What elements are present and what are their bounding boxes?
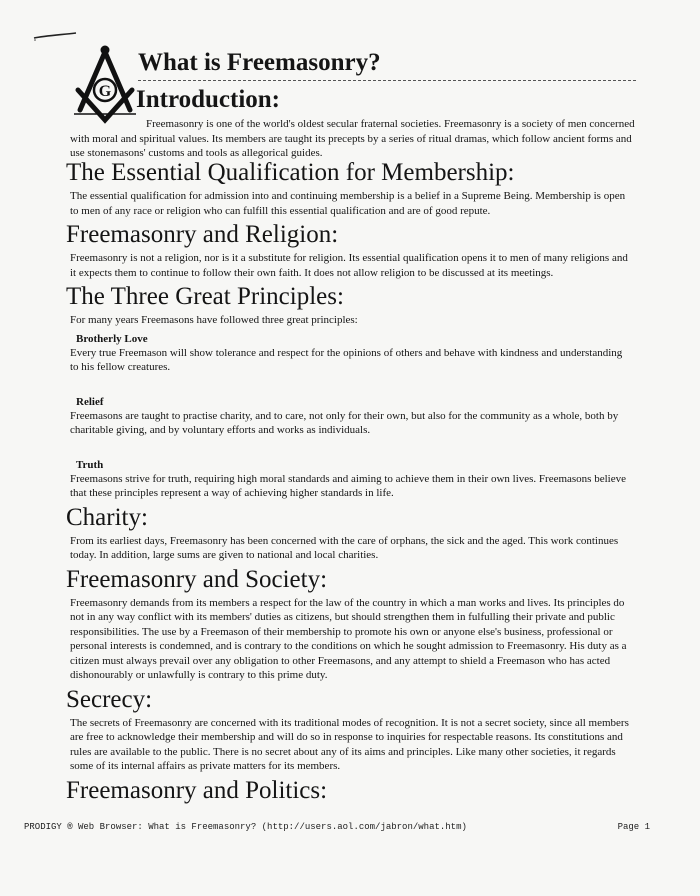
spacer — [66, 440, 632, 454]
spacer — [66, 377, 632, 391]
page-number: Page 1 — [617, 822, 650, 832]
footer-source: PRODIGY ® Web Browser: What is Freemasonry? (http://users.aol.com/jabron/what.htm) — [24, 822, 467, 832]
title-block — [138, 48, 636, 81]
square-and-compasses-icon — [70, 44, 140, 126]
svg-text:G: G — [98, 83, 112, 100]
qualification-heading: The Essential Qualification for Membership: — [66, 159, 515, 186]
qualification-text: The essential qualification for admission into and continuing membership is a belief in a Supreme Being. Membership is open to men of any race or religion who can fulfill this essential qualification and are of good repute. — [70, 190, 626, 217]
secrecy-heading: Secrecy: — [66, 685, 153, 713]
society-heading: Freemasonry and Society: — [66, 565, 328, 593]
charity-text: From its earliest days, Freemasonry has been concerned with the care of orphans, the sick and the aged. This work continues today. In addition, large sums are given to national and local charities. — [70, 534, 619, 561]
document-body — [66, 158, 632, 807]
title-divider — [138, 80, 636, 81]
charity-heading: Charity: — [66, 503, 148, 531]
principles-intro: For many years Freemasons have followed three great principles: — [70, 314, 358, 326]
introduction-text: Freemasonry is one of the world's oldest secular fraternal societies. Freemasonry is a society of men concerned with moral and spiritual values. Its members are taught its precepts by a series of ritual dramas, which follow ancient forms and use stonemasons' customs and tools as allegorical guides. — [70, 118, 635, 159]
principle-title-relief: Relief — [76, 395, 104, 408]
religion-text: Freemasonry is not a religion, nor is it a substitute for religion. Its essential qualification opens it to men of many religions and it expects them to continue to follow their own faith. It does not allow religion to be discussed at its meetings. — [70, 252, 628, 279]
principle-title-brotherly-love: Brotherly Love — [76, 332, 148, 345]
secrecy-text: The secrets of Freemasonry are concerned with its traditional modes of recognition. It is not a secret society, since all members are free to acknowledge their membership and will do so in response to inquiries for respectable reasons. Its constitutions and rules are available to the public. There is no secret about any of its aims and principles. Like many other societies, it regards some of its internal affairs as private matters for its members. — [70, 716, 629, 772]
introduction-heading: Introduction: — [136, 86, 281, 113]
politics-heading: Freemasonry and Politics: — [66, 776, 328, 804]
religion-heading: Freemasonry and Religion: — [66, 221, 339, 248]
principles-heading: The Three Great Principles: — [66, 283, 344, 310]
principle-text-brotherly-love: Every true Freemason will show tolerance and respect for the opinions of others and behave with kindness and understanding to his fellow creatures. — [70, 346, 623, 373]
pen-mark — [32, 32, 77, 42]
principle-text-truth: Freemasons strive for truth, requiring high moral standards and aiming to achieve them in their own lives. Freemasons believe that these principles represent a way of achieving higher standards in life. — [70, 472, 626, 499]
society-text: Freemasonry demands from its members a respect for the law of the country in which a man works and lives. Its principles do not in any way conflict with its members' duties as citizens, but should strengthen them in fulfulling their private and public responsibilities. The use by a Freemason of their membership to promote his own or anyone else's business, professional or personal interests is condemned, and is contrary to the conditions on which he sought admission to Freemasonry. His duty as a citizen must always prevail over any obligation to other Freemasons, and any attempt to shield a Freemason who has acted dishonourably or unlawfully is contrary to this prime duty. — [70, 596, 627, 681]
page-title: What is Freemasonry? — [138, 49, 381, 76]
principle-text-relief: Freemasons are taught to practise charity, and to care, not only for their own, but also for the community as a whole, both by charitable giving, and by voluntary efforts and works as individuals. — [70, 409, 619, 436]
principle-title-truth: Truth — [76, 458, 104, 471]
